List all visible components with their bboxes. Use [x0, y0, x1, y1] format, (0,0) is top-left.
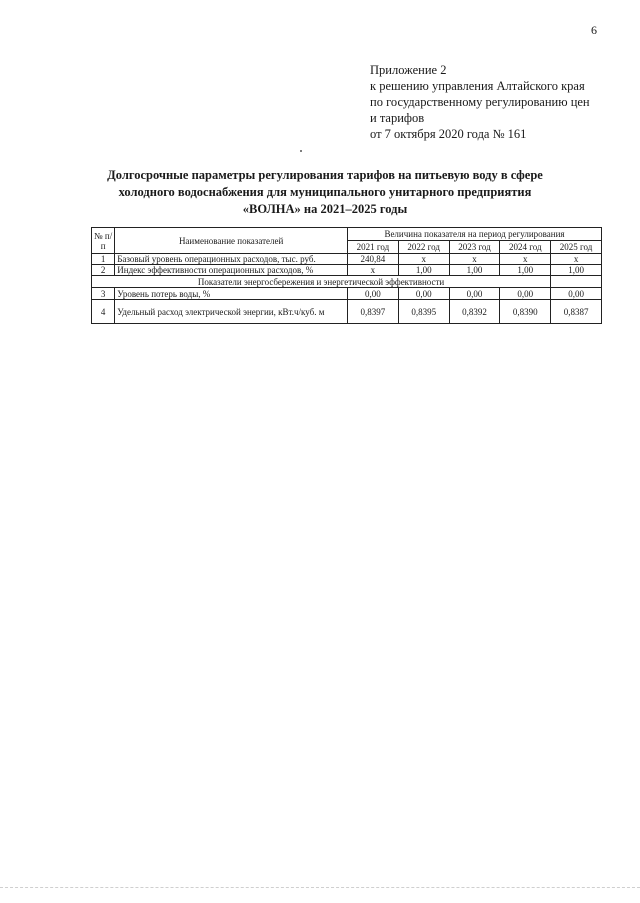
- appendix-line: Приложение 2: [370, 63, 447, 77]
- row-value: 1,00: [551, 265, 602, 276]
- table-row: [92, 254, 602, 265]
- table-row: [92, 265, 602, 276]
- title-line: холодного водоснабжения для муниципального унитарного предприятия: [118, 185, 532, 199]
- row-value: 0,8395: [398, 300, 449, 324]
- row-num: 1: [92, 254, 115, 265]
- row-value: 0,00: [398, 288, 449, 300]
- row-value: 0,8390: [500, 300, 551, 324]
- row-name: Индекс эффективности операционных расходов, %: [115, 265, 348, 276]
- appendix-line: к решению управления Алтайского края: [370, 79, 585, 93]
- row-name: Уровень потерь воды, %: [115, 288, 348, 300]
- appendix-note: [370, 62, 590, 142]
- appendix-line: по государственному регулированию цен: [370, 95, 590, 109]
- appendix-line: и тарифов: [370, 111, 425, 125]
- scan-artifact-dot: [300, 150, 302, 152]
- appendix-line: от 7 октября 2020 года № 161: [370, 127, 527, 141]
- row-name: Базовый уровень операционных расходов, тыс. руб.: [115, 254, 348, 265]
- table-section-row: [92, 276, 602, 288]
- row-num: 4: [92, 300, 115, 324]
- header-year: 2025 год: [551, 241, 602, 254]
- row-value: х: [551, 254, 602, 265]
- row-value: 0,8392: [449, 300, 500, 324]
- title-line: Долгосрочные параметры регулирования тарифов на питьевую воду в сфере: [107, 168, 543, 182]
- header-year: 2021 год: [348, 241, 399, 254]
- table-header-row: [92, 228, 602, 241]
- row-value: 0,8387: [551, 300, 602, 324]
- row-value: х: [449, 254, 500, 265]
- row-value: х: [398, 254, 449, 265]
- row-num: 3: [92, 288, 115, 300]
- row-value: х: [500, 254, 551, 265]
- row-value: 240,84: [348, 254, 399, 265]
- row-value: 1,00: [500, 265, 551, 276]
- header-period: Величина показателя на период регулирования: [348, 228, 602, 241]
- scan-edge-line: [0, 887, 640, 888]
- row-value: 1,00: [449, 265, 500, 276]
- parameters-table: [91, 227, 602, 324]
- header-year: 2023 год: [449, 241, 500, 254]
- table-row: [92, 288, 602, 300]
- section-title: Показатели энергосбережения и энергетической эффективности: [92, 276, 551, 288]
- page-number: 6: [591, 23, 597, 37]
- row-value: 0,00: [348, 288, 399, 300]
- row-value: 0,00: [449, 288, 500, 300]
- header-num: № п/п: [92, 228, 115, 254]
- row-value: 0,8397: [348, 300, 399, 324]
- row-value: 1,00: [398, 265, 449, 276]
- table-row: [92, 300, 602, 324]
- row-value: 0,00: [500, 288, 551, 300]
- header-name: Наименование показателей: [115, 228, 348, 254]
- header-year: 2024 год: [500, 241, 551, 254]
- title-line: «ВОЛНА» на 2021–2025 годы: [242, 202, 408, 216]
- section-empty-cell: [551, 276, 602, 288]
- row-num: 2: [92, 265, 115, 276]
- header-year: 2022 год: [398, 241, 449, 254]
- row-name: Удельный расход электрической энергии, кВт.ч/куб. м: [115, 300, 348, 324]
- row-value: 0,00: [551, 288, 602, 300]
- row-value: х: [348, 265, 399, 276]
- document-title: [90, 167, 560, 218]
